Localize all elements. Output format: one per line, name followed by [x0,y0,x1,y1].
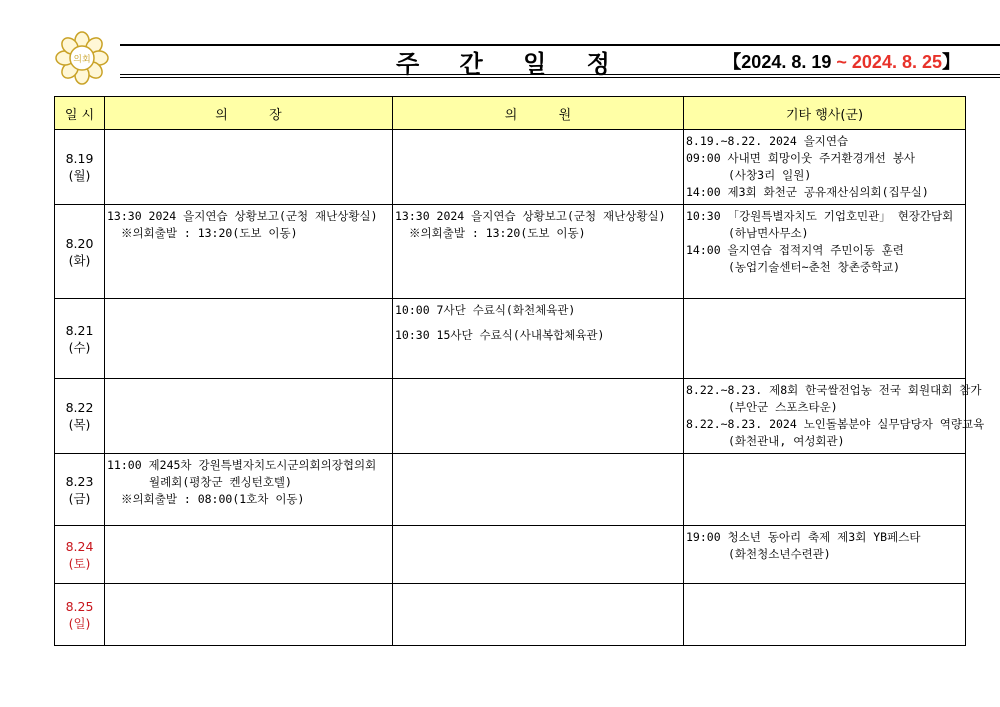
schedule-entry-line: ※의회출발 : 13:20(도보 이동) [409,226,586,240]
other-schedule-cell [684,379,985,454]
member-schedule-cell [393,454,684,526]
schedule-entry-line: (화천관내, 여성회관) [728,434,845,448]
schedule-entry-line: 8.22.~8.23. 제8회 한국쌀전업농 전국 회원대회 참가 [686,383,982,397]
date-cell [55,454,105,526]
other-schedule-cell [684,205,966,299]
council-emblem-icon [48,30,116,86]
date-cell [55,299,105,379]
chair-schedule-cell [105,584,393,646]
table-row [55,205,966,299]
date-label: 8.21 [65,322,94,338]
header-other-events: 기타 행사(군) [684,97,966,130]
schedule-entry-line: 8.19.~8.22. 2024 을지연습 [686,134,849,148]
emblem-label: 의회 [73,55,91,65]
other-schedule-cell [684,526,966,584]
schedule-period [723,48,960,74]
period-close: 】 [942,52,960,72]
date-label: 8.24 [65,538,94,554]
other-schedule-cell [684,299,966,379]
date-label: 8.19 [65,151,94,166]
header-chair: 의 장 [105,97,393,130]
weekday-label: (월) [68,168,91,183]
period-open: 【2024. 8. 19 [723,52,837,72]
member-schedule-cell [393,526,684,584]
schedule-entry-line: 09:00 사내면 희망이웃 주거환경개선 봉사 [686,151,915,165]
schedule-entry-line: (농업기술센터~춘천 창촌중학교) [728,260,901,274]
weekly-schedule-table [54,96,985,646]
schedule-entry-line: 10:00 7사단 수료식(화천체육관) [395,303,576,317]
table-row [55,454,966,526]
chair-schedule-cell [105,205,393,299]
chair-schedule-cell [105,526,393,584]
member-schedule-cell [393,299,684,379]
schedule-entry-line: ※의회출발 : 08:00(1호차 이동) [121,492,305,506]
schedule-entry-line: 14:00 제3회 화천군 공유재산심의회(집무실) [686,185,929,199]
table-row [55,379,966,454]
weekday-label: (화) [68,252,91,268]
schedule-entry-line: 13:30 2024 을지연습 상황보고(군청 재난상황실) [395,209,666,223]
other-schedule-cell [684,130,966,205]
table-row [55,526,966,584]
weekday-label: (수) [68,339,91,355]
weekday-label: (토) [68,555,91,571]
date-label: 8.23 [65,473,94,489]
date-cell [55,205,105,299]
weekday-label: (금) [68,490,91,506]
table-row [55,299,966,379]
schedule-entry-line: 8.22.~8.23. 2024 노인돌봄분야 실무담당자 역량교육 [686,417,985,431]
spacer [395,319,681,327]
date-label: 8.25 [65,598,94,614]
chair-schedule-cell [105,379,393,454]
table-row [55,584,966,646]
date-cell [55,130,105,205]
schedule-entry-line: 10:30 15사단 수료식(사내복합체육관) [395,328,605,342]
schedule-entry-line: 14:00 을지연습 접적지역 주민이동 훈련 [686,243,904,257]
schedule-entry-line: ※의회출발 : 13:20(도보 이동) [121,226,298,240]
schedule-body [55,130,985,646]
chair-schedule-cell [105,299,393,379]
chair-schedule-cell [105,130,393,205]
schedule-entry-line: 10:30 「강원특별자치도 기업호민관」 현장간담회 [686,209,954,223]
schedule-entry-line: (하남면사무소) [728,226,809,240]
member-schedule-cell [393,379,684,454]
period-end: 2024. 8. 25 [846,52,942,72]
page-title: 주 간 일 정 [396,49,626,78]
other-schedule-cell [684,584,966,646]
header-datetime: 일 시 [55,97,105,130]
other-schedule-cell [684,454,966,526]
date-label: 8.20 [65,235,94,251]
table-header-row [55,97,966,130]
date-cell [55,584,105,646]
schedule-entry-line: 19:00 청소년 동아리 축제 제3회 YB페스타 [686,530,921,544]
schedule-entry-line: (부안군 스포츠타운) [728,400,838,414]
date-cell [55,379,105,454]
schedule-entry-line: 11:00 제245차 강원특별자치도시군의회의장협의회 [107,458,377,472]
weekday-label: (일) [68,615,91,631]
member-schedule-cell [393,584,684,646]
schedule-entry-line: 월례회(평창군 켄싱턴호텔) [149,475,292,489]
schedule-entry-line: (사창3리 일원) [728,168,812,182]
header-member: 의 원 [393,97,684,130]
date-label: 8.22 [65,400,94,415]
weekday-label: (목) [68,417,91,432]
chair-schedule-cell [105,454,393,526]
period-tilde: ~ [836,52,847,72]
schedule-entry-line: 13:30 2024 을지연습 상황보고(군청 재난상황실) [107,209,378,223]
schedule-entry-line: (화천청소년수련관) [728,547,831,561]
member-schedule-cell [393,205,684,299]
table-row [55,130,966,205]
member-schedule-cell [393,130,684,205]
title-rule-bottom [120,74,1000,78]
date-cell [55,526,105,584]
document-header [48,30,968,86]
